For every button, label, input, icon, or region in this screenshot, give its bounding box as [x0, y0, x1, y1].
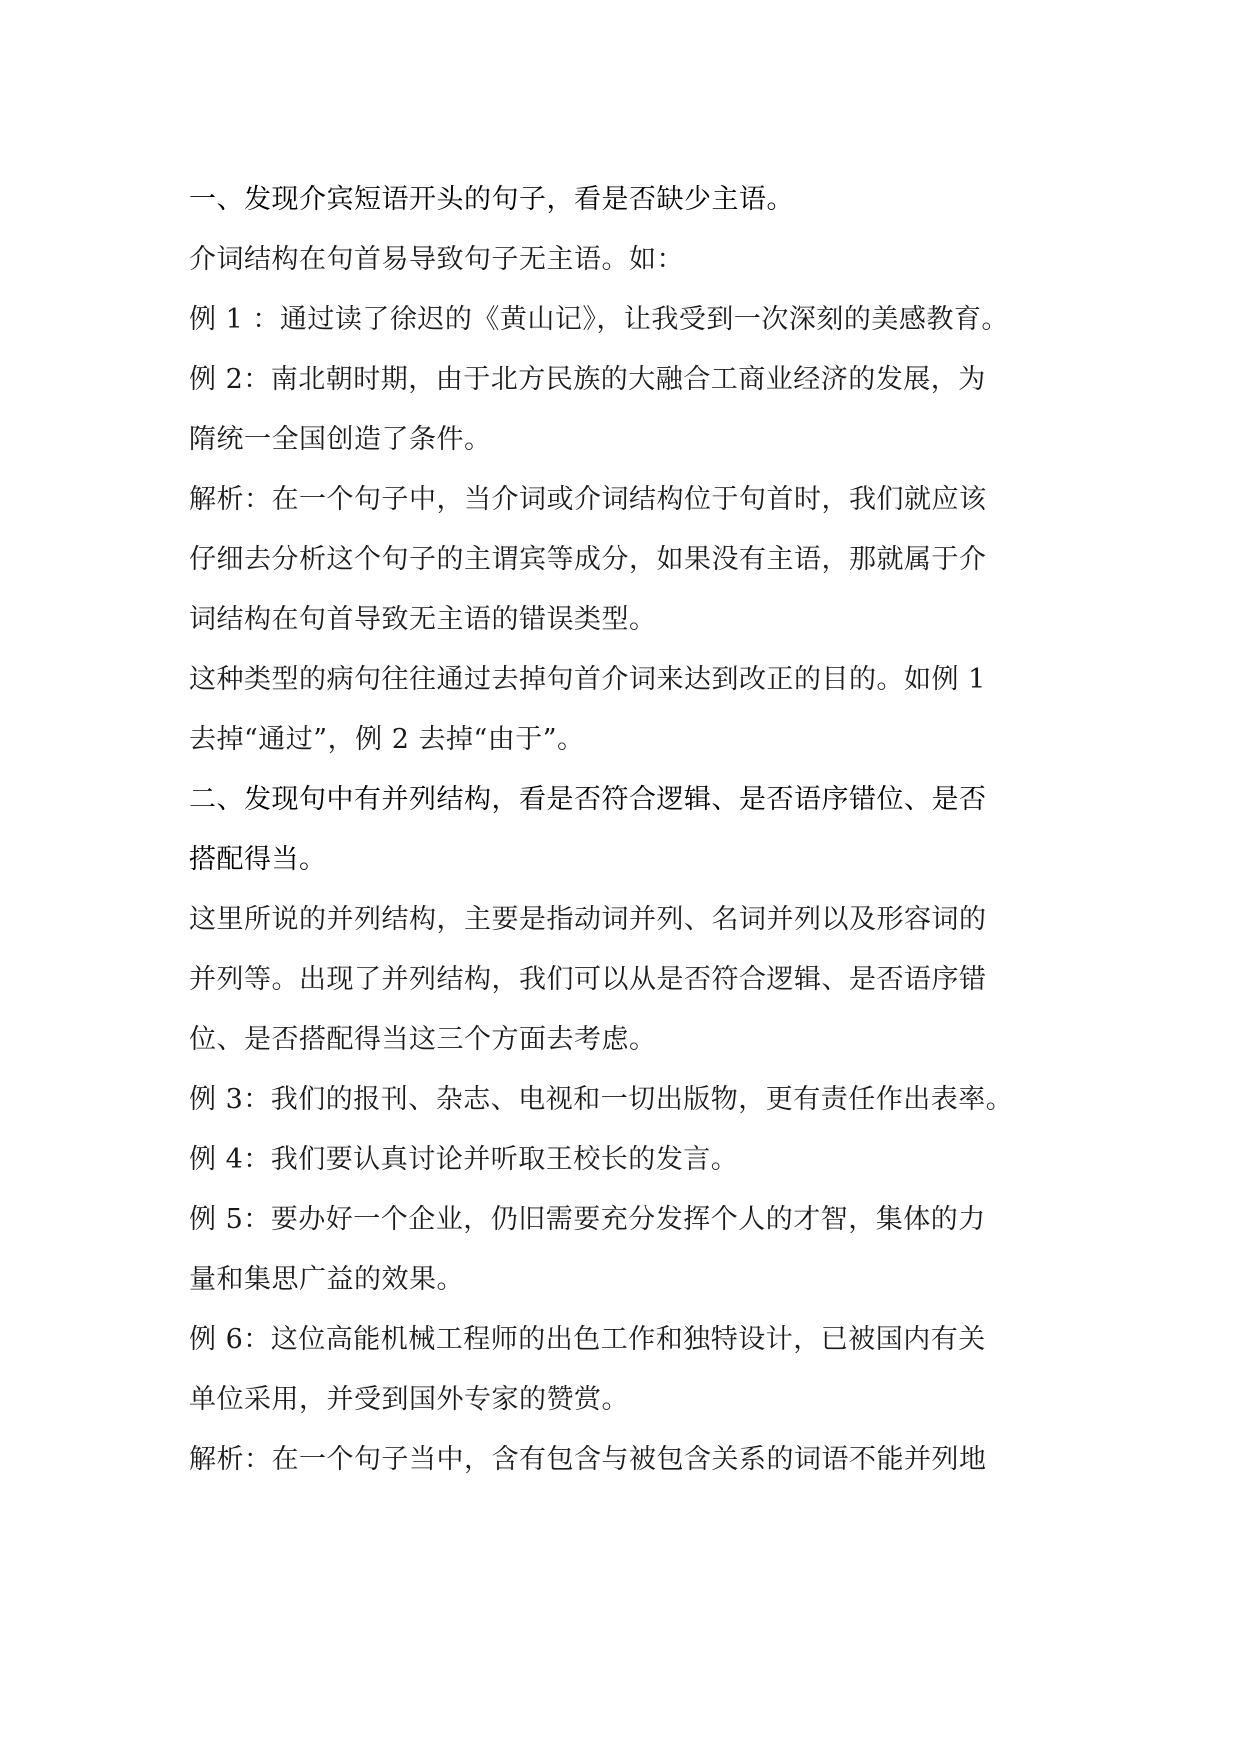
section-heading-2: 二、发现句中有并列结构，看是否符合逻辑、是否语序错位、是否	[189, 784, 987, 815]
example-6-line-cont: 单位采用，并受到国外专家的赞赏。	[189, 1384, 629, 1415]
example-6-line: 例 6：这位高能机械工程师的出色工作和独特设计，已被国内有关	[189, 1324, 986, 1355]
example-1-line: 例 1 ：通过读了徐迟的《黄山记》，让我受到一次深刻的美感教育。	[189, 304, 1009, 335]
example-2-line: 例 2：南北朝时期，由于北方民族的大融合工商业经济的发展，为	[189, 364, 986, 395]
paragraph-line: 这种类型的病句往往通过去掉句首介词来达到改正的目的。如例 1	[189, 664, 986, 695]
section-heading-1: 一、发现介宾短语开头的句子，看是否缺少主语。	[189, 184, 794, 215]
analysis-line-cont: 仔细去分析这个句子的主谓宾等成分，如果没有主语，那就属于介	[189, 544, 987, 575]
paragraph-line: 介词结构在句首易导致句子无主语。如：	[189, 244, 684, 275]
analysis-line: 解析：在一个句子当中，含有包含与被包含关系的词语不能并列地	[189, 1444, 987, 1475]
example-4-line: 例 4：我们要认真讨论并听取王校长的发言。	[189, 1144, 739, 1175]
document-body	[189, 170, 1069, 1490]
section-heading-2-cont: 搭配得当。	[189, 844, 327, 875]
paragraph-line-cont: 位、是否搭配得当这三个方面去考虑。	[189, 1024, 657, 1055]
paragraph-line-cont: 去掉“通过”，例 2 去掉“由于”。	[189, 724, 585, 755]
example-2-line-cont: 隋统一全国创造了条件。	[189, 424, 492, 455]
example-5-line: 例 5：要办好一个企业，仍旧需要充分发挥个人的才智，集体的力	[189, 1204, 986, 1235]
example-3-line: 例 3：我们的报刊、杂志、电视和一切出版物，更有责任作出表率。	[189, 1084, 1014, 1115]
paragraph-line-cont: 并列等。出现了并列结构，我们可以从是否符合逻辑、是否语序错	[189, 964, 987, 995]
example-5-line-cont: 量和集思广益的效果。	[189, 1264, 464, 1295]
analysis-line-cont: 词结构在句首导致无主语的错误类型。	[189, 604, 657, 635]
analysis-line: 解析：在一个句子中，当介词或介词结构位于句首时，我们就应该	[189, 484, 987, 515]
paragraph-line: 这里所说的并列结构，主要是指动词并列、名词并列以及形容词的	[189, 904, 987, 935]
